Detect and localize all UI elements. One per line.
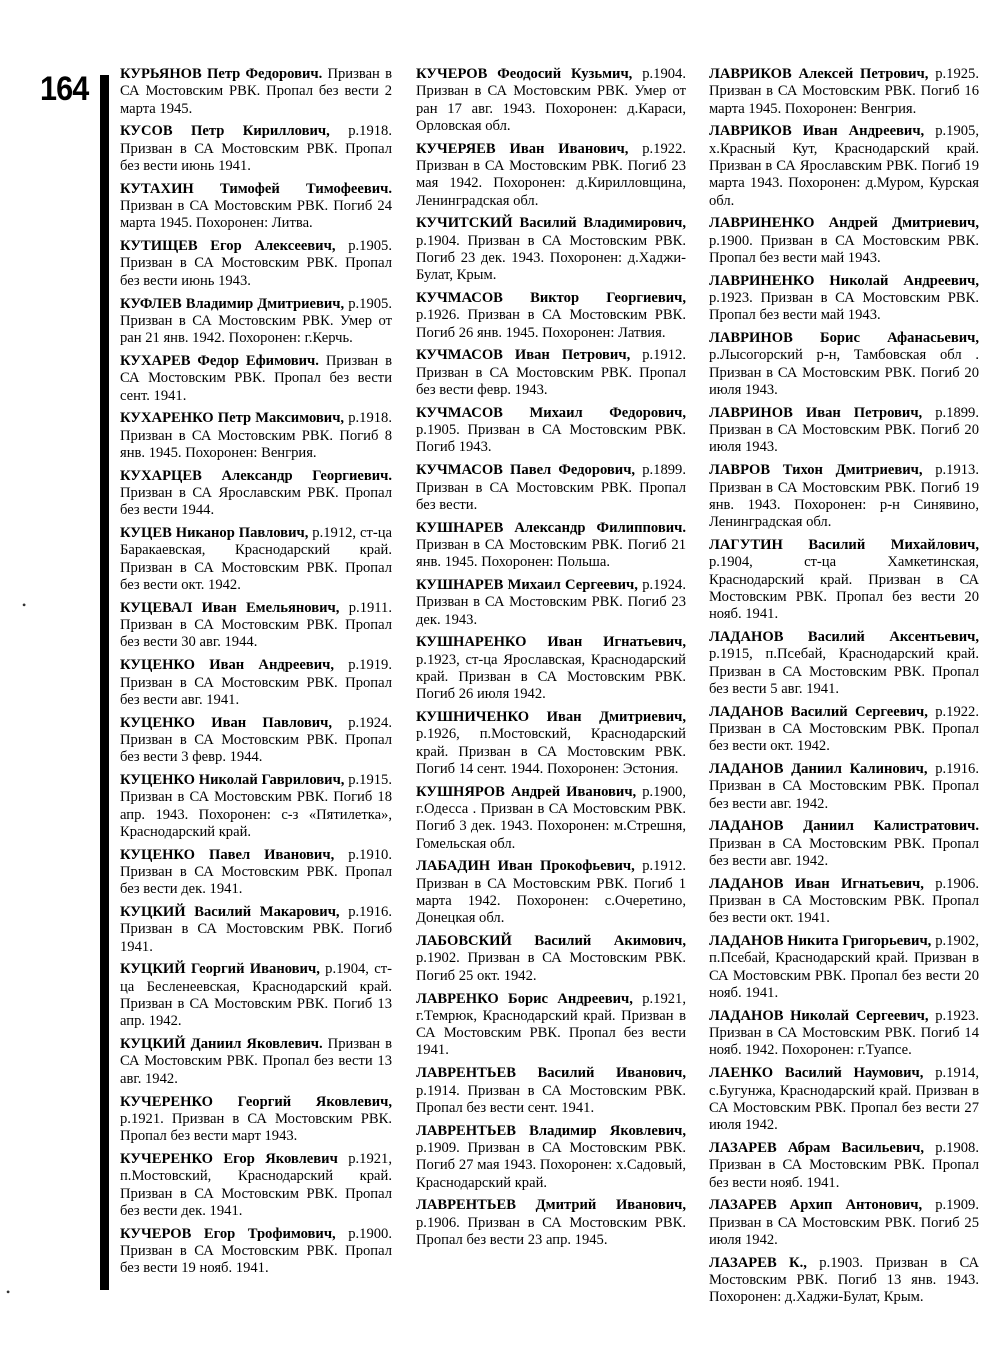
- memorial-entry: [416, 405, 686, 457]
- memorial-entry: [709, 1008, 979, 1060]
- memorial-entry: [709, 1255, 979, 1307]
- entry-name: ЛАЗАРЕВ К.,: [709, 1254, 807, 1271]
- entry-details: р.1914, с.Бугунжа, Краснодарский край. Призван в СА Мостовским РВК. Пропал без вести 27 июля 1942.: [709, 1065, 979, 1134]
- memorial-entry: [120, 181, 392, 233]
- page-number: 164: [40, 70, 89, 108]
- memorial-entry: [709, 123, 979, 209]
- memorial-entry: [120, 238, 392, 290]
- entry-details: р.1911. Призван в СА Мостовским РВК. Пропал без вести 30 авг. 1944.: [120, 599, 392, 651]
- memorial-entry: [709, 933, 979, 1002]
- memorial-entry: [120, 1094, 392, 1146]
- entry-details: р.1912. Призван в СА Мостовским РВК. Пропал без вести февр. 1943.: [416, 347, 686, 399]
- entry-name: КУЦЕВ Никанор Павлович,: [120, 525, 309, 542]
- entry-details: р.1921. Призван в СА Мостовским РВК. Пропал без вести март 1943.: [120, 1110, 392, 1145]
- entry-details: р.1900. Призван в СА Мостовским РВК. Пропал без вести 19 нояб. 1941.: [120, 1225, 392, 1277]
- memorial-entry: [709, 537, 979, 623]
- entry-name: ЛАВРЕНКО Борис Андреевич,: [416, 990, 633, 1007]
- entry-name: КУЦЕНКО Иван Андреевич,: [120, 657, 334, 674]
- entry-details: р.1926, п.Мостовский, Краснодарский край. Призван в СА Мостовским РВК. Погиб 14 сент. 1944. Похоронен: Эстония.: [416, 726, 686, 777]
- entry-details: р.1914. Призван в СА Мостовским РВК. Пропал без вести сент. 1941.: [416, 1082, 686, 1116]
- entry-name: ЛАВРИКОВ Иван Андреевич,: [709, 123, 925, 140]
- entry-name: КУЧМАСОВ Иван Петрович,: [416, 347, 631, 364]
- entry-name: КУЧЕРОВ Феодосий Кузьмич,: [416, 66, 633, 82]
- entry-details: р.1899. Призван в СА Мостовским РВК. Пропал без вести.: [416, 462, 686, 513]
- memorial-entry: [120, 1226, 392, 1278]
- entry-name: ЛАДАНОВ Никита Григорьевич,: [709, 933, 932, 950]
- entry-details: Призван в СА Ярославским РВК. Пропал без вести 1944.: [120, 485, 392, 519]
- entry-name: ЛАВРЕНТЬЕВ Дмитрий Иванович,: [416, 1197, 686, 1214]
- entry-details: р.1908. Призван в СА Мостовским РВК. Пропал без вести нояб. 1941.: [709, 1139, 980, 1191]
- entry-details: р.1913. Призван в СА Мостовским РВК. Погиб 19 янв. 1943. Похоронен: р-н Синявино, Ленинградская обл.: [709, 462, 979, 531]
- entry-name: ЛАБАДИН Иван Прокофьевич,: [416, 858, 635, 875]
- entry-name: ЛАВРИНОВ Борис Афанасьевич,: [709, 330, 979, 347]
- entry-name: ЛАДАНОВ Даниил Калинович,: [709, 760, 928, 777]
- memorial-entry: [120, 715, 392, 767]
- entry-name: ЛАЕНКО Василий Наумович,: [709, 1065, 924, 1082]
- entry-details: р.1902. Призван в СА Мостовским РВК. Погиб 25 окт. 1942.: [416, 950, 686, 984]
- entry-name: ЛАВРИНЕНКО Андрей Дмитриевич,: [709, 215, 979, 232]
- entry-name: КУЦКИЙ Даниил Яковлевич.: [120, 1036, 323, 1053]
- memorial-entry: [120, 353, 392, 405]
- memorial-entry: [120, 847, 392, 899]
- entry-name: КУФЛЕВ Владимир Дмитриевич,: [120, 295, 345, 312]
- entry-name: ЛАДАНОВ Иван Игнатьевич,: [709, 875, 924, 892]
- entry-name: КУХАРЕНКО Петр Максимович,: [120, 410, 345, 427]
- entry-details: р.1909. Призван в СА Мостовским РВК. Погиб 25 июля 1942.: [709, 1197, 979, 1248]
- entry-details: р.1919. Призван в СА Мостовским РВК. Пропал без вести авг. 1941.: [120, 657, 392, 708]
- entry-details: р.1905. Призван в СА Мостовским РВК. Погиб 1943.: [416, 422, 686, 456]
- entry-name: КУШНАРЕВ Михаил Сергеевич,: [416, 577, 638, 594]
- memorial-entry: [120, 123, 392, 175]
- entry-name: ЛАВРИНЕНКО Николай Андреевич,: [709, 272, 979, 289]
- memorial-entry: [120, 296, 392, 348]
- memorial-entry: [120, 1151, 392, 1220]
- memorial-entry: [416, 1123, 686, 1192]
- entry-name: КУЧЕРОВ Егор Трофимович,: [120, 1225, 336, 1242]
- memorial-entry: [709, 462, 979, 531]
- memorial-entry: [416, 1197, 686, 1249]
- entry-details: Призван в СА Мостовским РВК. Погиб 21 янв. 1945. Похоронен: Польша.: [416, 536, 686, 571]
- column-1: [120, 66, 392, 1283]
- memorial-entry: [120, 904, 392, 956]
- memorial-entry: [709, 66, 979, 118]
- entry-details: р.1924. Призван в СА Мостовским РВК. Пропал без вести 3 февр. 1944.: [120, 714, 392, 766]
- entry-name: КУХАРЦЕВ Александр Георгиевич.: [120, 467, 392, 484]
- memorial-entry: [416, 709, 686, 778]
- memorial-entry: [709, 761, 979, 813]
- entry-name: КУТАХИН Тимофей Тимофеевич.: [120, 180, 392, 197]
- entry-details: р.1909. Призван в СА Мостовским РВК. Погиб 27 мая 1943. Похоронен: х.Садовый, Краснодарский край.: [416, 1139, 686, 1191]
- entry-details: Призван в СА Мостовским РВК. Погиб 24 марта 1945. Похоронен: Литва.: [120, 198, 392, 232]
- memorial-entry: [416, 141, 686, 210]
- entry-name: КУЧЕРЯЕВ Иван Иванович,: [416, 140, 629, 157]
- entry-name: КУШНИЧЕНКО Иван Дмитриевич,: [416, 709, 686, 726]
- column-2: [416, 66, 686, 1255]
- entry-details: р.1900, г.Одесса . Призван в СА Мостовским РВК. Погиб 3 дек. 1943. Похоронен: м.Стрешня, Гомельская обл.: [416, 783, 687, 852]
- entry-details: р.1906. Призван в СА Мостовским РВК. Пропал без вести окт. 1941.: [709, 875, 979, 927]
- memorial-entry: [120, 468, 392, 520]
- memorial-entry: [416, 462, 686, 514]
- entry-details: р.1915. Призван в СА Мостовским РВК. Погиб 18 апр. 1943. Похоронен: с-з «Пятилетка», Краснодарский край.: [120, 771, 392, 840]
- memorial-entry: [416, 784, 686, 853]
- entry-name: ЛАВРИНОВ Иван Петрович,: [709, 404, 923, 421]
- entry-details: Призван в СА Мостовским РВК. Пропал без вести сент. 1941.: [120, 352, 392, 404]
- entry-details: р.1904. Призван в СА Мостовским РВК. Умер от ран 17 авг. 1943. Похоронен: д.Караси, Орловская обл.: [416, 66, 686, 134]
- memorial-entry: [416, 991, 686, 1060]
- memorial-entry: [416, 66, 686, 135]
- entry-details: р.1915, п.Псебай, Краснодарский край. Призван в СА Мостовским РВК. Пропал без вести 5 авг. 1941.: [709, 646, 979, 697]
- entry-details: Призван в СА Мостовским РВК. Пропал без вести 2 марта 1945.: [120, 66, 392, 117]
- entry-name: КУХАРЕВ Федор Ефимович.: [120, 352, 319, 369]
- entry-name: ЛАЗАРЕВ Абрам Васильевич,: [709, 1139, 925, 1156]
- memorial-entry: [416, 215, 686, 284]
- entry-details: р.1923. Призван в СА Мостовским РВК. Погиб 14 нояб. 1942. Похоронен: г.Туапсе.: [709, 1007, 979, 1059]
- memorial-entry: [120, 525, 392, 594]
- entry-name: КУЦЕНКО Иван Павлович,: [120, 714, 332, 731]
- memorial-entry: [120, 410, 392, 462]
- memorial-entry: [416, 577, 686, 629]
- entry-details: р.1922. Призван в СА Мостовским РВК. Погиб 23 мая 1942. Похоронен: д.Кирилловщина, Ленинградская обл.: [416, 140, 686, 209]
- memorial-entry: [709, 704, 979, 756]
- entry-details: р.1912, ст-ца Баракаевская, Краснодарский край. Призван в СА Мостовским РВК. Пропал без вести окт. 1942.: [120, 525, 392, 594]
- scan-speck: •: [22, 598, 27, 612]
- entry-name: ЛАДАНОВ Даниил Калистратович.: [709, 818, 979, 835]
- entry-details: р.Лысогорский р-н, Тамбовская обл . Призван в СА Мостовским РВК. Погиб 20 июля 1943.: [709, 347, 979, 399]
- entry-details: р.1905. Призван в СА Мостовским РВК. Пропал без вести июнь 1943.: [120, 238, 392, 289]
- entry-details: р.1921, г.Темрюк, Краснодарский край. Призван в СА Мостовским РВК. Пропал без вести 1941.: [416, 990, 686, 1059]
- memorial-entry: [416, 858, 686, 927]
- entry-details: р.1921, п.Мостовский, Краснодарский край. Призван в СА Мостовским РВК. Пропал без вести дек. 1941.: [120, 1150, 392, 1219]
- entry-name: КУШНАРЕНКО Иван Игнатьевич,: [416, 634, 686, 651]
- entry-name: ЛАГУТИН Василий Михайлович,: [709, 536, 979, 553]
- entry-details: р.1904, ст-ца Хамкетинская, Краснодарский край. Призван в СА Мостовским РВК. Пропал без вести 20 нояб. 1941.: [709, 554, 979, 623]
- entry-details: р.1916. Призван в СА Мостовским РВК. Пропал без вести авг. 1942.: [709, 760, 979, 812]
- entry-name: КУТИЩЕВ Егор Алексеевич,: [120, 238, 336, 255]
- entry-details: р.1916. Призван в СА Мостовским РВК. Погиб 1941.: [120, 904, 392, 955]
- entry-details: р.1922. Призван в СА Мостовским РВК. Пропал без вести окт. 1942.: [709, 703, 979, 755]
- entry-name: ЛАДАНОВ Василий Сергеевич,: [709, 703, 928, 720]
- entry-details: р.1924. Призван в СА Мостовским РВК. Погиб 23 дек. 1943.: [416, 577, 686, 628]
- entry-details: р.1910. Призван в СА Мостовским РВК. Пропал без вести дек. 1941.: [120, 846, 392, 898]
- entry-name: КУЧМАСОВ Михаил Федорович,: [416, 404, 686, 421]
- entry-details: р.1923, ст-ца Ярославская, Краснодарский край. Призван в СА Мостовским РВК. Погиб 26 июля 1942.: [416, 651, 686, 703]
- entry-name: ЛАВРИКОВ Алексей Петрович,: [709, 66, 929, 82]
- entry-name: ЛАБОВСКИЙ Василий Акимович,: [416, 933, 686, 950]
- memorial-entry: [416, 520, 686, 572]
- entry-name: КУЦЕНКО Павел Иванович,: [120, 846, 335, 863]
- entry-name: КУЧМАСОВ Павел Федорович,: [416, 462, 636, 479]
- memorial-entry: [120, 600, 392, 652]
- memorial-entry: [416, 1065, 686, 1117]
- entry-name: КУШНАРЕВ Александр Филиппович.: [416, 519, 686, 536]
- entry-details: р.1926. Призван в СА Мостовским РВК. Погиб 26 янв. 1945. Похоронен: Латвия.: [416, 307, 686, 341]
- entry-details: Призван в СА Мостовским РВК. Пропал без вести авг. 1942.: [709, 835, 979, 869]
- memorial-entry: [120, 657, 392, 709]
- memorial-entry: [709, 405, 979, 457]
- entry-name: ЛАВРЕНТЬЕВ Василий Иванович,: [416, 1065, 686, 1082]
- memorial-entry: [709, 818, 979, 870]
- entry-details: р.1899. Призван в СА Мостовским РВК. Погиб 20 июля 1943.: [709, 404, 979, 456]
- entry-name: КУРЬЯНОВ Петр Федорович.: [120, 66, 323, 82]
- entry-details: р.1905. Призван в СА Мостовским РВК. Умер от ран 21 янв. 1942. Похоронен: г.Керчь.: [120, 295, 392, 347]
- entry-details: Призван в СА Мостовским РВК. Пропал без вести 13 авг. 1942.: [120, 1036, 392, 1087]
- memorial-entry: [709, 215, 979, 267]
- entry-name: КУЧЕРЕНКО Егор Яковлевич: [120, 1150, 338, 1167]
- entry-details: р.1906. Призван в СА Мостовским РВК. Пропал без вести 23 апр. 1945.: [416, 1214, 686, 1248]
- entry-name: ЛАДАНОВ Василий Аксентьевич,: [709, 628, 979, 645]
- memorial-entry: [709, 629, 979, 698]
- entry-details: р.1918. Призван в СА Мостовским РВК. Погиб 8 янв. 1945. Похоронен: Венгрия.: [120, 410, 392, 461]
- memorial-entry: [709, 1140, 979, 1192]
- entry-name: ЛАДАНОВ Николай Сергеевич,: [709, 1007, 929, 1024]
- margin-rule: [100, 75, 109, 1290]
- memorial-entry: [416, 634, 686, 703]
- entry-name: КУСОВ Петр Кириллович,: [120, 123, 330, 140]
- entry-details: р.1925. Призван в СА Мостовским РВК. Погиб 16 марта 1945. Похоронен: Венгрия.: [709, 66, 980, 117]
- entry-name: КУЦЕВАЛ Иван Емельянович,: [120, 599, 340, 616]
- memorial-entry: [120, 961, 392, 1030]
- entry-details: р.1904, ст-ца Бесленеевская, Краснодарский край. Призван в СА Мостовским РВК. Погиб 13 апр. 1942.: [120, 961, 392, 1030]
- memorial-entry: [120, 66, 392, 118]
- entry-details: р.1900. Призван в СА Мостовским РВК. Пропал без вести май 1943.: [709, 232, 979, 266]
- entry-name: ЛАВРОВ Тихон Дмитриевич,: [709, 462, 923, 479]
- scan-speck: •: [6, 1285, 11, 1299]
- entry-details: р.1918. Призван в СА Мостовским РВК. Пропал без вести июнь 1941.: [120, 123, 392, 174]
- entry-details: р.1912. Призван в СА Мостовским РВК. Погиб 1 марта 1942. Похоронен: с.Очеретино, Донецкая обл.: [416, 858, 686, 927]
- memorial-entry: [709, 273, 979, 325]
- memorial-entry: [416, 933, 686, 985]
- column-3: [709, 66, 979, 1312]
- memorial-entry: [709, 1065, 979, 1134]
- memorial-entry: [120, 772, 392, 841]
- entry-name: КУЧИТСКИЙ Василий Владимирович,: [416, 215, 686, 232]
- entry-name: КУЦКИЙ Василий Макарович,: [120, 904, 340, 921]
- memorial-entry: [709, 876, 979, 928]
- entry-name: КУЦКИЙ Георгий Иванович,: [120, 961, 320, 978]
- memorial-entry: [416, 290, 686, 342]
- entry-details: р.1923. Призван в СА Мостовским РВК. Пропал без вести май 1943.: [709, 290, 979, 324]
- entry-details: р.1905, х.Красный Кут, Краснодарский край. Призван в СА Ярославским РВК. Погиб 19 марта 1943. Похоронен: д.Муром, Курская обл.: [709, 123, 979, 209]
- memorial-entry: [709, 1197, 979, 1249]
- entry-name: КУЧЕРЕНКО Георгий Яковлевич,: [120, 1093, 392, 1110]
- entry-name: ЛАЗАРЕВ Архип Антонович,: [709, 1197, 923, 1214]
- entry-name: КУЧМАСОВ Виктор Георгиевич,: [416, 290, 686, 307]
- entry-name: КУШНЯРОВ Андрей Иванович,: [416, 783, 637, 800]
- entry-details: р.1904. Призван в СА Мостовским РВК. Погиб 23 дек. 1943. Похоронен: д.Хаджи-Булат, Крым.: [416, 232, 686, 284]
- entry-details: р.1903. Призван в СА Мостовским РВК. Погиб 13 янв. 1943. Похоронен: д.Хаджи-Булат, Крым.: [709, 1254, 979, 1306]
- memorial-entry: [709, 330, 979, 399]
- memorial-entry: [416, 347, 686, 399]
- entry-details: р.1902, п.Псебай, Краснодарский край. Призван в СА Мостовским РВК. Пропал без вести 20 нояб. 1941.: [709, 933, 979, 1002]
- memorial-entry: [120, 1036, 392, 1088]
- entry-name: КУЦЕНКО Николай Гаврилович,: [120, 771, 345, 788]
- entry-name: ЛАВРЕНТЬЕВ Владимир Яковлевич,: [416, 1122, 686, 1139]
